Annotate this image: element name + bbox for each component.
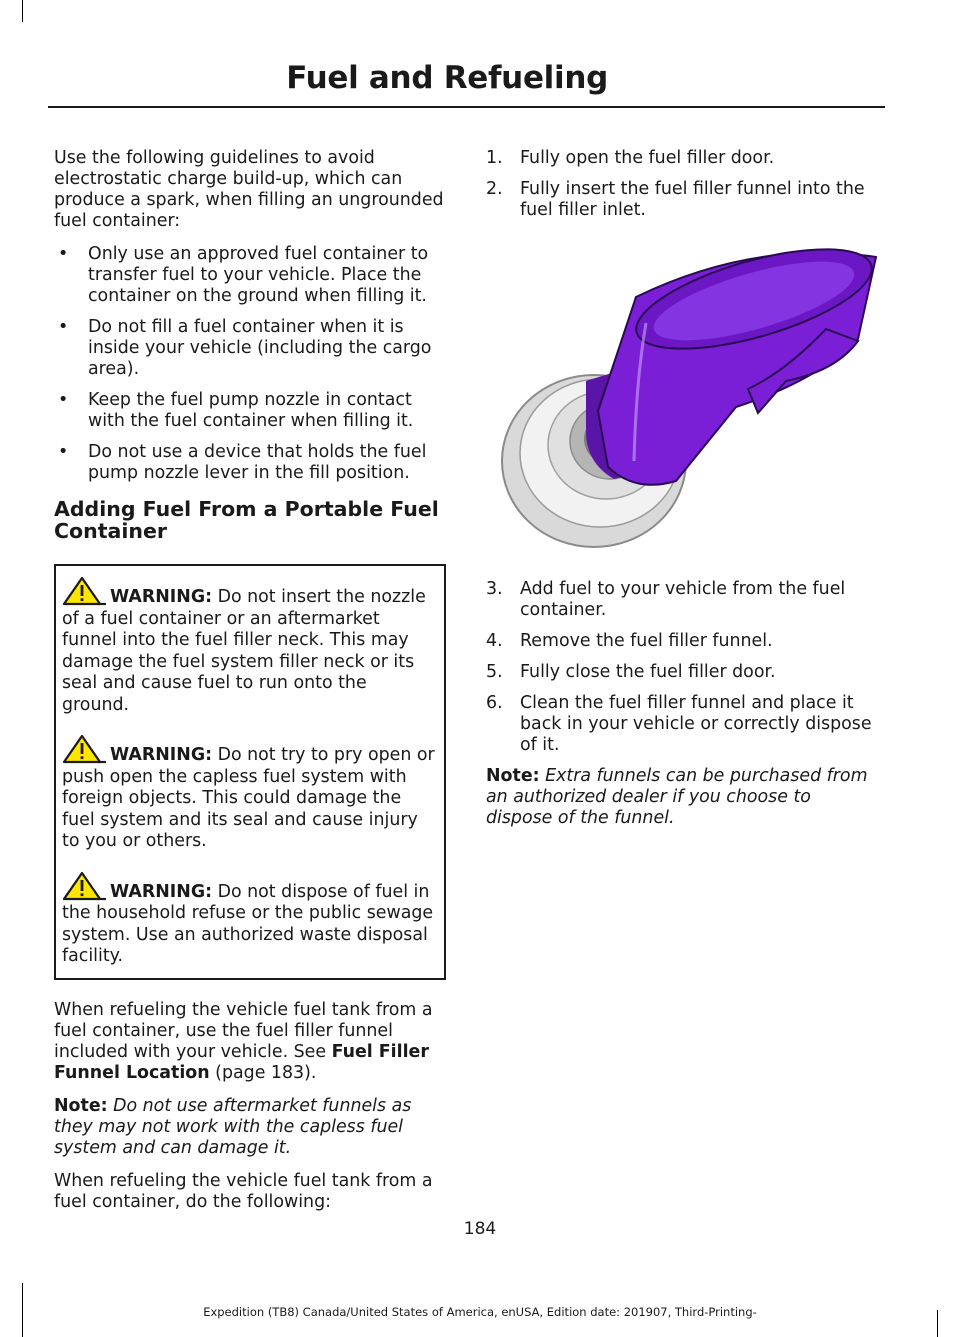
right-column <box>486 148 882 841</box>
cross-reference-link[interactable]: Fuel Filler Funnel Location <box>54 1041 429 1083</box>
page-title: Fuel and Refueling <box>286 60 608 96</box>
note-label: Note: <box>54 1095 108 1116</box>
warning-triangle-icon <box>62 576 106 606</box>
warning-paragraph <box>62 734 436 853</box>
warning-paragraph <box>62 871 436 968</box>
refuel-text-end: (page 183). <box>209 1062 317 1083</box>
section-heading: Adding Fuel From a Portable Fuel Container <box>54 497 439 543</box>
steps-list-a <box>486 148 882 221</box>
list-item: • Only use an approved fuel container to transfer fuel to your vehicle. Place the container on the ground when filling it. <box>54 244 446 307</box>
step-text: Fully close the fuel filler door. <box>520 662 776 682</box>
warning-label: WARNING: <box>110 587 213 607</box>
note-paragraph <box>486 766 882 829</box>
note-text: Do not use aftermarket funnels as they may not work with the capless fuel system and can damage it. <box>54 1095 412 1158</box>
step-item <box>486 662 882 683</box>
step-number: 1. <box>486 148 503 168</box>
warning-box <box>54 564 446 980</box>
crop-mark-top-left <box>22 0 23 22</box>
step-item <box>486 148 882 169</box>
intro-paragraph: Use the following guidelines to avoid electrostatic charge build-up, which can produce a spark, when filling an ungrounded fuel container: <box>54 148 444 231</box>
warning-text: Do not insert the nozzle of a fuel container or an aftermarket funnel into the fuel filler neck. This may damage the fuel system filler neck or its seal and cause fuel to run onto the ground. <box>62 587 426 715</box>
left-column <box>54 148 446 1225</box>
step-item <box>486 631 882 652</box>
note-text: Extra funnels can be purchased from an authorized dealer if you choose to dispose of the funnel. <box>486 766 868 828</box>
warning-text: Do not dispose of fuel in the household refuse or the public sewage system. Use an authorized waste disposal facility. <box>62 881 434 966</box>
warning-triangle-icon <box>62 871 106 901</box>
header-rule <box>48 106 885 108</box>
warning-label: WARNING: <box>110 745 213 765</box>
step-number: 2. <box>486 179 503 199</box>
step-number: 5. <box>486 662 503 682</box>
step-text: Fully open the fuel filler door. <box>520 148 775 168</box>
step-text: Remove the fuel filler funnel. <box>520 631 773 651</box>
warning-triangle-icon <box>62 734 106 764</box>
guideline-list <box>54 244 446 484</box>
step-text: Clean the fuel filler funnel and place it back in your vehicle or correctly dispose of it. <box>520 693 872 755</box>
step-item <box>486 693 882 756</box>
warning-paragraph <box>62 576 436 716</box>
warning-item <box>62 734 436 853</box>
note-label: Note: <box>486 766 540 786</box>
refuel-text-start: When refueling the vehicle fuel tank from a fuel container, use the fuel filler funnel included with your vehicle. See <box>54 999 433 1062</box>
step-number: 6. <box>486 693 503 713</box>
list-item: • Keep the fuel pump nozzle in contact with the fuel container when filling it. <box>54 390 446 432</box>
step-text: Add fuel to your vehicle from the fuel container. <box>520 579 846 620</box>
page-number: 184 <box>463 1219 497 1239</box>
step-text: Fully insert the fuel filler funnel into the fuel filler inlet. <box>520 179 865 220</box>
steps-list-b <box>486 579 882 756</box>
funnel-illustration <box>486 231 882 561</box>
step-number: 4. <box>486 631 503 651</box>
step-item <box>486 179 882 221</box>
step-item <box>486 579 882 621</box>
note-paragraph <box>54 1096 446 1159</box>
warning-label: WARNING: <box>110 881 213 902</box>
funnel-inlet-image <box>486 231 882 561</box>
warning-item <box>62 576 436 716</box>
closing-paragraph: When refueling the vehicle fuel tank from a fuel container, do the following: <box>54 1170 433 1212</box>
warning-item <box>62 871 436 968</box>
list-item: • Do not use a device that holds the fuel pump nozzle lever in the fill position. <box>54 442 446 484</box>
step-number: 3. <box>486 579 503 599</box>
refuel-paragraph <box>54 1000 446 1084</box>
warning-text: Do not try to pry open or push open the capless fuel system with foreign objects. This could damage the fuel system and its seal and cause injury to you or others. <box>62 745 435 851</box>
footer-text: Expedition (TB8) Canada/United States of America, enUSA, Edition date: 201907, Third-Printing- <box>203 1305 757 1319</box>
list-item: • Do not fill a fuel container when it is inside your vehicle (including the cargo area). <box>54 317 446 380</box>
